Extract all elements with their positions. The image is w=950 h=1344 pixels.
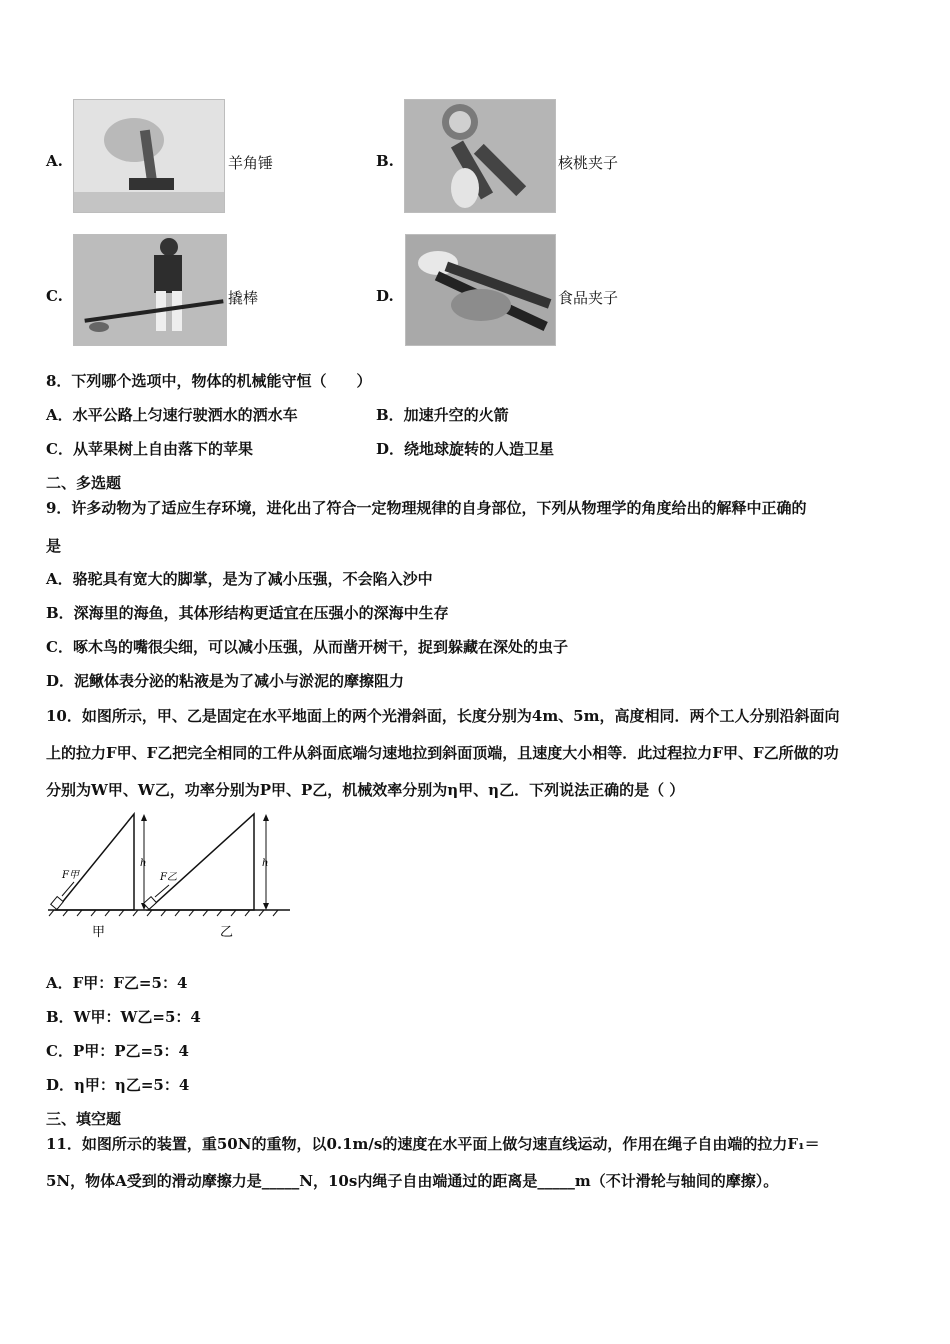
option-caption: 核桃夹子: [558, 154, 619, 172]
option-letter: A.: [46, 152, 63, 170]
option-c: C．啄木鸟的嘴很尖细，可以减小压强，从而凿开树干，捉到躲藏在深处的虫子: [46, 638, 568, 656]
question-line: 11．如图所示的装置，重50N的重物，以0.1m/s的速度在水平面上做匀速直线运动，作用在绳子自由端的拉力F₁＝: [46, 1135, 820, 1153]
crowbar-photo-icon: [73, 234, 227, 346]
force-arrow-yi: [155, 885, 169, 897]
incline-figure: [44, 810, 294, 945]
question-line: 上的拉力F甲、F乙把完全相同的工件从斜面底端匀速地拉到斜面顶端，且速度大小相等．此过程拉力F甲、F乙所做的功: [46, 744, 839, 762]
incline-yi: [148, 814, 254, 910]
height-label-yi: h: [262, 858, 269, 869]
figure-label-jia: 甲: [92, 925, 106, 940]
question-line: 5N，物体A受到的滑动摩擦力是_____N，10s内绳子自由端通过的距离是_____m（不计滑轮与轴间的摩擦）。: [46, 1172, 779, 1190]
option-letter: B.: [376, 152, 394, 170]
force-label-yi: F乙: [160, 872, 177, 883]
option-a: A．骆驼具有宽大的脚掌，是为了减小压强，不会陷入沙中: [46, 570, 433, 588]
option-d: D．绕地球旋转的人造卫星: [376, 440, 555, 458]
section-heading: 二、多选题: [46, 474, 122, 492]
option-c: C．从苹果树上自由落下的苹果: [46, 440, 253, 458]
option-b: B．W甲：W乙=5：4: [46, 1008, 201, 1026]
ground-hatching: [49, 910, 278, 916]
force-label-jia: F甲: [62, 870, 79, 881]
block-yi: [144, 897, 157, 910]
option-b: B．深海里的海鱼，其体形结构更适宜在压强小的深海中生存: [46, 604, 449, 622]
hammer-photo-icon: [73, 99, 225, 213]
option-d: D．泥鳅体表分泌的粘液是为了减小与淤泥的摩擦阻力: [46, 672, 405, 690]
option-letter: D.: [376, 287, 394, 305]
question-line: 分别为W甲、W乙，功率分别为P甲、P乙，机械效率分别为η甲、η乙．下列说法正确的是（ ）: [46, 781, 685, 799]
food-tongs-photo-icon: [405, 234, 556, 346]
option-letter: C.: [46, 287, 63, 305]
option-c: C．P甲：P乙=5：4: [46, 1042, 189, 1060]
option-caption: 撬棒: [228, 289, 259, 307]
incline-jia: [56, 814, 134, 910]
block-jia: [51, 897, 64, 910]
height-label-jia: h: [140, 858, 147, 869]
question-stem-cont: 是: [46, 537, 62, 555]
question-stem: 8．下列哪个选项中，物体的机械能守恒（ ）: [46, 372, 372, 390]
figure-label-yi: 乙: [220, 925, 234, 940]
section-heading: 三、填空题: [46, 1110, 122, 1128]
option-a: A．水平公路上匀速行驶洒水的洒水车: [46, 406, 298, 424]
question-line: 10．如图所示，甲、乙是固定在水平地面上的两个光滑斜面，长度分别为4m、5m，高度相同．两个工人分别沿斜面向: [46, 707, 840, 725]
option-caption: 羊角锤: [228, 154, 274, 172]
question-stem: 9．许多动物为了适应生存环境，进化出了符合一定物理规律的自身部位，下列从物理学的角度给出的解释中正确的: [46, 499, 807, 517]
option-d: D．η甲：η乙=5：4: [46, 1076, 190, 1094]
nutcracker-photo-icon: [404, 99, 556, 213]
option-a: A．F甲：F乙=5：4: [46, 974, 188, 992]
option-caption: 食品夹子: [558, 289, 619, 307]
option-b: B．加速升空的火箭: [376, 406, 509, 424]
